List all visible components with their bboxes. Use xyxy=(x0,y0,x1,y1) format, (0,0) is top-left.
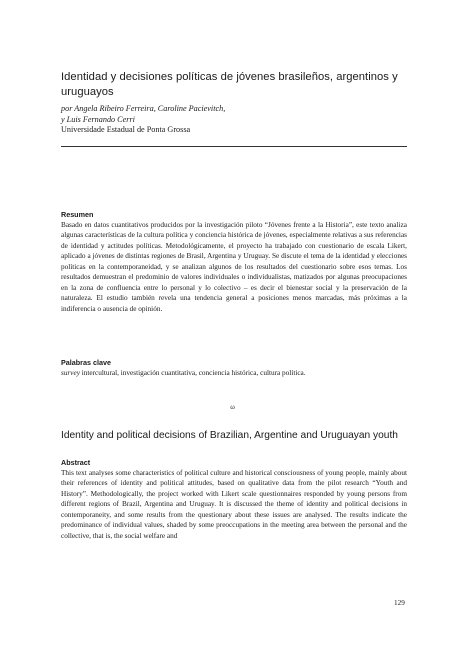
header-divider-line xyxy=(61,146,407,147)
keywords-heading: Palabras clave xyxy=(61,358,111,367)
keywords-rest: intercultural, investigación cuantitativa, conciencia histórica, cultura política. xyxy=(79,369,306,377)
author-affiliation: Universidade Estadual de Ponta Grossa xyxy=(61,125,191,135)
resumen-text: Basado en datos cuantitativos producidos por la investigación piloto “Jóvenes frente a la Historia”, este texto analiza algunas características de la cultura política y conciencia histórica de jóvenes, especialmente relativas a sus referencias de identidad y actitudes políticas. Metodológicamente, el proyecto ha trabajado con cuestionario de escala Likert, aplicado a jóvenes de distintas regiones de Brasil, Argentina y Uruguay. Se discute el tema de la identidad y elecciones políticas en la contemporaneidad, y se analizan algunos de los resultados del cuestionario sobre esos temas. Los resultados demuestran el predominio de valores individuales o individualistas, matizados por algunas preocupaciones en la zona de confluencia entre lo personal y lo colectivo – es decir el bienestar social y la preservación de la naturaleza. El estudio también revela una tendencia general a posiciones menos marcadas, más próximas a la indiferencia o ausencia de opinión. xyxy=(61,221,407,313)
authors-line-2: y Luis Fernando Cerri xyxy=(61,114,135,124)
keywords-section xyxy=(61,358,407,378)
keywords-text xyxy=(61,368,407,378)
abstract-heading: Abstract xyxy=(61,458,91,467)
resumen-heading: Resumen xyxy=(61,210,94,219)
article-title-spanish: Identidad y decisiones políticas de jóvenes brasileños, argentinos y uruguayos xyxy=(61,71,398,98)
article-title-english: Identity and political decisions of Brazilian, Argentine and Uruguayan youth xyxy=(61,430,398,441)
author-list xyxy=(61,104,406,125)
abstract-section xyxy=(61,458,407,541)
resumen-section xyxy=(61,210,407,314)
abstract-text: This text analyses some characteristics of political culture and historical consciousness of young people, mainly about their references of identity and political attitudes, based on qualitative data from the pilot research “Youth and History”. Methodologically, the project worked with Likert scale questionnaires responded by young persons from different regions of Brazil, Argentina and Uruguay. It is discussed the theme of identity and political decisions in contemporaneity, and some results from the questionary about these issues are analysed. The results indicate the predominance of individual values, shaded by some preoccupations in the meeting area between the personal and the collective, that is, the social welfare and xyxy=(61,469,407,540)
article-header xyxy=(61,70,406,136)
section-ornament-icon: ω xyxy=(230,403,235,411)
keyword-survey: survey xyxy=(61,369,80,377)
page-number: 129 xyxy=(394,599,405,607)
authors-line-1: por Angela Ribeiro Ferreira, Caroline Pacievitch, xyxy=(61,104,226,113)
